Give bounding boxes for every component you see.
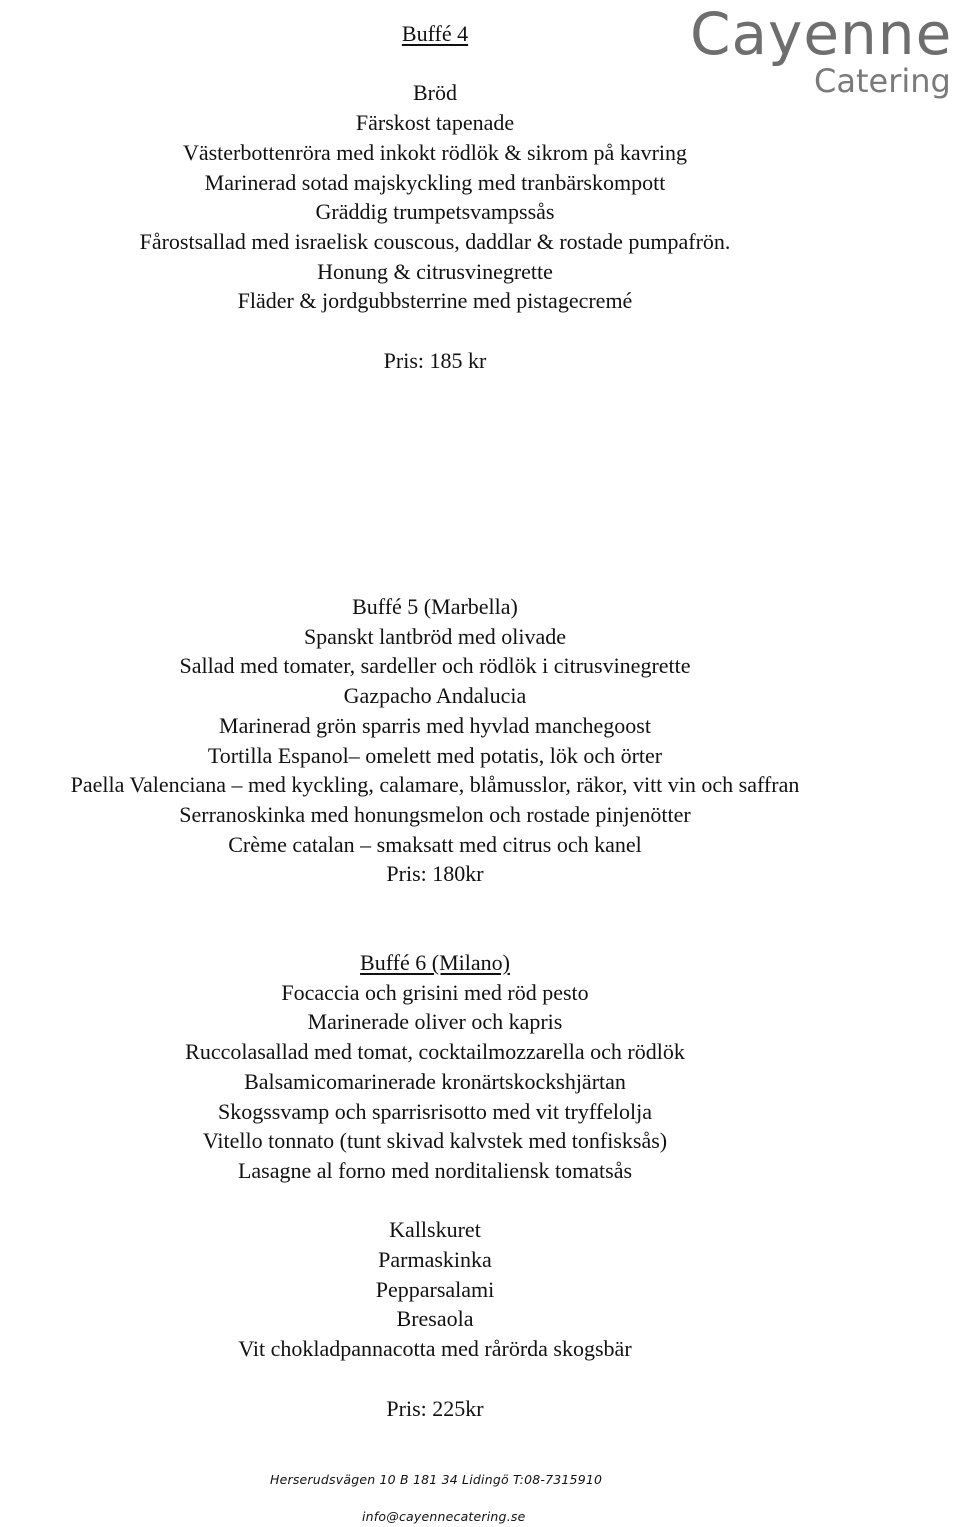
menu-item: Skogssvamp och sparrisrisotto med vit tryffelolja [217, 1098, 653, 1124]
spacer [0, 316, 870, 346]
menu-item: Serranoskinka med honungsmelon och rostade pinjenötter [179, 801, 691, 827]
buffe-5-price: Pris: 180kr [386, 861, 484, 887]
menu-item: Fårostsallad med israelisk couscous, daddlar & rostade pumpafrön. [139, 228, 731, 254]
menu-item: Vitello tonnato (tunt skivad kalvstek med tonfisksås) [202, 1128, 668, 1154]
menu-item: Balsamicomarinerade kronärtskockshjärtan [244, 1068, 626, 1094]
cold-cuts-item: Parmaskinka [378, 1247, 492, 1273]
menu-item: Fläder & jordgubbsterrine med pistagecremé [237, 288, 633, 314]
spacer [0, 49, 870, 79]
menu-item: Ruccolasallad med tomat, cocktailmozzarella och rödlök [185, 1039, 685, 1065]
menu-item: Västerbottenröra med inkokt rödlök & sikrom på kavring [182, 139, 688, 165]
menu-item: Lasagne al forno med norditaliensk tomatsås [237, 1157, 633, 1183]
buffe-6-price: Pris: 225kr [386, 1395, 484, 1421]
buffe-5-section [0, 592, 870, 889]
menu-item: Färskost tapenade [355, 110, 515, 136]
menu-item: Tortilla Espanol– omelett med potatis, lök och örter [207, 742, 663, 768]
buffe-5-title: Buffé 5 (Marbella) [352, 594, 518, 619]
buffe-4-price: Pris: 185 kr [383, 347, 487, 373]
menu-item: Gazpacho Andalucia [343, 683, 527, 709]
cold-cuts-item: Kallskuret [389, 1217, 481, 1243]
menu-item: Marinerade oliver och kapris [307, 1009, 563, 1035]
buffe-6-title: Buffé 6 (Milano) [360, 950, 510, 975]
buffe-4-section [0, 19, 870, 375]
menu-item: Sallad med tomater, sardeller och rödlök i citrusvinegrette [179, 653, 691, 679]
cold-cuts-item: Bresaola [396, 1306, 474, 1332]
logo-sub: Catering [814, 62, 951, 100]
menu-item: Focaccia och grisini med röd pesto [281, 979, 589, 1005]
footer-email: info@cayennecatering.se [362, 1509, 526, 1524]
spacer [0, 1186, 870, 1216]
spacer [0, 1364, 870, 1394]
menu-item: Honung & citrusvinegrette [317, 258, 553, 284]
footer-address: Herserudsvägen 10 B 181 34 Lidingö T:08-7315910 [270, 1472, 603, 1487]
buffe-6-section [0, 948, 870, 1423]
cold-cuts-item: Vit chokladpannacotta med rårörda skogsbär [238, 1336, 632, 1362]
menu-item: Marinerad sotad majskyckling med tranbärskompott [204, 169, 666, 195]
menu-item: Spanskt lantbröd med olivade [303, 623, 567, 649]
menu-item: Gräddig trumpetsvampssås [315, 199, 555, 225]
menu-item: Bröd [413, 80, 457, 106]
menu-item: Crème catalan – smaksatt med citrus och kanel [228, 831, 642, 857]
menu-item: Paella Valenciana – med kyckling, calamare, blåmusslor, räkor, vitt vin och saffran [70, 772, 800, 798]
cold-cuts-item: Pepparsalami [375, 1276, 495, 1302]
logo-brand: Cayenne [690, 2, 953, 68]
menu-item: Marinerad grön sparris med hyvlad manchegoost [219, 712, 651, 738]
buffe-4-title: Buffé 4 [401, 21, 469, 46]
